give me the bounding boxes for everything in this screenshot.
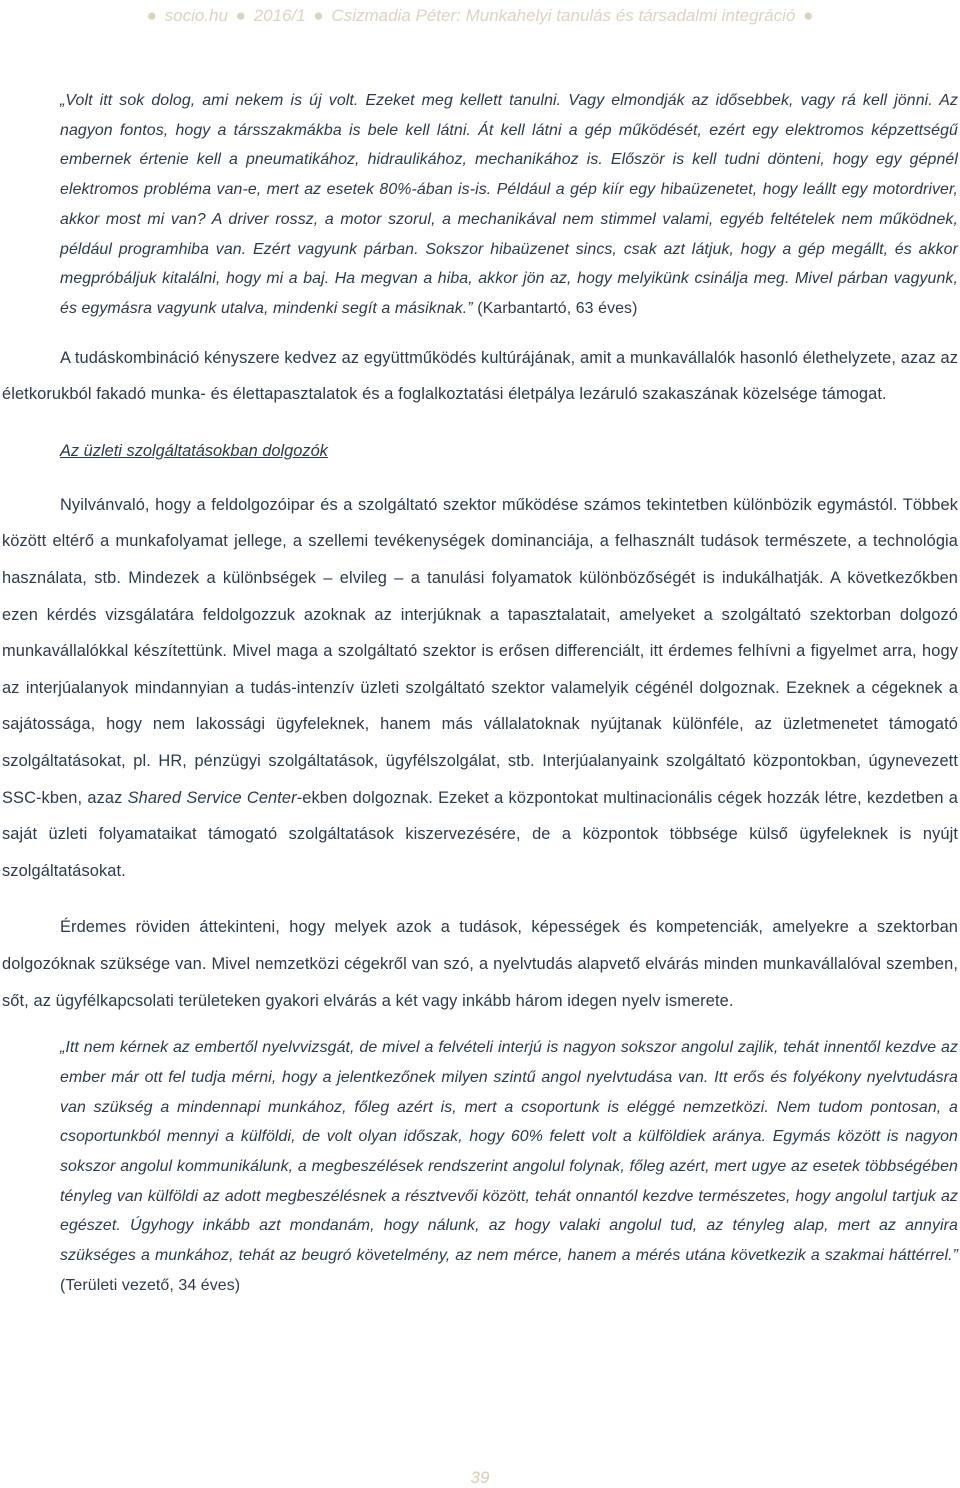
paragraph-2-text-a: Nyilvánvaló, hogy a feldolgozóipar és a szolgáltató szektor működése számos tekintetben különbözik egymástól. Többek között eltérő a munkafolyamat jellege, a szellemi tevékenységek dominanciája, a felhasznált tudások természete, a technológia használata, stb. Mindezek a különbségek – elvileg – a tanulási folyamatok különbözőségét is indukálhatják. A következőkben ezen kérdés vizsgálatára feldolgozzuk azoknak az interjúknak a tapasztalatait, amelyeket a szolgáltató szektorban dolgozó munkavállalókkal készítettünk. Mivel maga a szolgáltató szektor is erősen differenciált, itt érdemes felhívni a figyelmet arra, hogy az interjúalanyok mindannyian a tudás-intenzív üzleti szolgáltató szektor valamelyik cégénél dolgoznak. Ezeknek a cégeknek a sajátossága, hogy nem lakossági ügyfeleknek, hanem más vállalatoknak nyújtanak különféle, az üzletmenetet támogató szolgáltatásokat, pl. HR, pénzügyi szolgáltatások, ügyfélszolgálat, stb. Interjúalanyaink szolgáltató központokban, úgynevezett SSC-kben, azaz [2, 495, 958, 807]
paragraph-2-emphasis: Shared Service Center [127, 788, 297, 807]
running-header [0, 6, 960, 26]
header-article: Csizmadia Péter: Munkahelyi tanulás és társadalmi integráció [331, 6, 796, 25]
section-heading: Az üzleti szolgáltatásokban dolgozók [60, 441, 328, 460]
quote-1-text: „Volt itt sok dolog, ami nekem is új volt. Ezeket meg kellett tanulni. Vagy elmondják az idősebbek, vagy rá kell jönni. Az nagyon fontos, hogy a társszakmákba is bele kell látni. Át kell látni a gép működését, ezért egy elektromos képzettségű embernek értenie kell a pneumatikához, hidraulikához, mechanikához is. Először is kell tudni dönteni, hogy egy gépnél elektromos probléma van-e, mert az esetek 80%-ában is-is. Például a gép kiír egy hibaüzenetet, hogy leállt egy motordriver, akkor most mi van? A driver rossz, a motor szorul, a mechanikával nem stimmel valami, egyéb feltételek nem működnek, például programhiba van. Ezért vagyunk párban. Sokszor hibaüzenet sincs, csak azt látjuk, hogy a gép megállt, és akkor megpróbáljuk kitalálni, hogy mi a baj. Ha megvan a hiba, akkor jön az, hogy melyikünk csinálja meg. Mivel párban vagyunk, és egymásra vagyunk utalva, mindenki segít a másiknak.” [60, 92, 958, 317]
paragraph-3: Érdemes röviden áttekinteni, hogy melyek azok a tudások, képességek és kompetenciák, amelyekre a szektorban dolgozóknak szüksége van. Mivel nemzetközi cégekről van szó, a nyelvtudás alapvető elvárás minden munkavállalóval szemben, sőt, az ügyfélkapcsolati területeken gyakori elvárás a két vagy inkább három idegen nyelv ismerete. [2, 918, 958, 1010]
page-number: 39 [470, 1468, 490, 1487]
header-site: socio.hu [164, 6, 228, 25]
interview-quote-2 [60, 1033, 958, 1300]
bullet-dot-icon: ● [235, 6, 246, 25]
bullet-dot-icon: ● [146, 6, 157, 25]
header-issue: 2016/1 [253, 6, 306, 25]
quote-1-attribution: (Karbantartó, 63 éves) [477, 299, 638, 317]
bullet-dot-icon: ● [803, 6, 814, 25]
paragraph-2 [2, 487, 958, 890]
paragraph-2-text-b: -ekben dolgoznak. Ezeket a központokat multinacionális cégek hozzák létre, kezdetben a saját üzleti folyamataikat támogató szolgáltatások kiszervezésére, de a központok többsége külső ügyfeleknek is nyújt szolgáltatásokat. [2, 788, 958, 880]
page-body [2, 86, 958, 1300]
quote-2-attribution: (Területi vezető, 34 éves) [60, 1276, 241, 1294]
interview-quote-1 [60, 86, 958, 324]
paragraph-1: A tudáskombináció kényszere kedvez az együttműködés kultúrájának, amit a munkavállalók hasonló élethelyzete, azaz az életkorukból fakadó munka- és élettapasztalatok és a foglalkoztatási életpálya lezáruló szakaszának közelsége támogat. [2, 348, 958, 404]
bullet-dot-icon: ● [313, 6, 324, 25]
quote-2-text: „Itt nem kérnek az embertől nyelvvizsgát, de mivel a felvételi interjú is nagyon sokszor angolul zajlik, tehát innentől kezdve az ember már ott fel tudja mérni, hogy a jelentkezőnek milyen szintű angol nyelvtudása van. Itt erős és folyékony nyelvtudásra van szükség a mindennapi munkához, főleg azért is, mert a csoportunk is eléggé nemzetközi. Nem tudom pontosan, a csoportunkból mennyi a külföldi, de volt olyan időszak, hogy 60% felett volt a külföldiek aránya. Egymás között is nagyon sokszor angolul kommunikálunk, a megbeszélések rendszerint angolul folynak, főleg azért, mert ugye az esetek többségében tényleg van külföldi az adott megbeszélésnek a résztvevői között, tehát onnantól kezdve természetes, hogy angolul tartjuk az egészet. Úgyhogy inkább azt mondanám, hogy nálunk, az hogy valaki angolul tud, az tényleg alap, mert az annyira szükséges a munkához, tehát az beugró követelmény, az nem mérce, hanem a mérés utána következik a szakmai háttérrel.” [60, 1039, 958, 1265]
